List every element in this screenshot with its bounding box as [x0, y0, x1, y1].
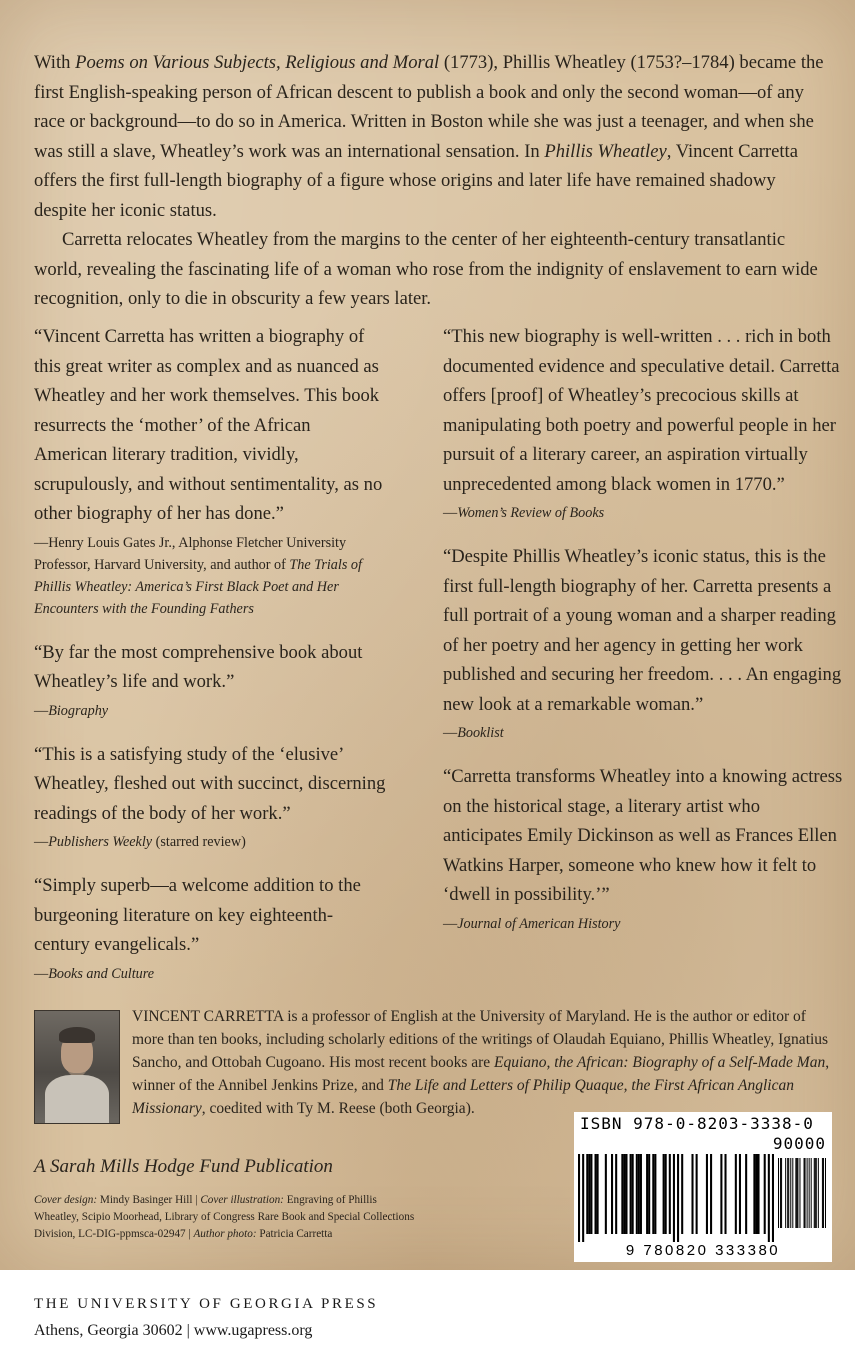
barcode-bar [590, 1154, 592, 1234]
text-run: , Vincent Carretta offers the first full-length biography of a figure whose origins and later life have remained shadowy despite her iconic status. [34, 140, 798, 221]
review-publishers-weekly [34, 740, 386, 854]
barcode-bar [615, 1154, 617, 1234]
cover-credits [34, 1192, 424, 1243]
addon-bar [825, 1158, 826, 1228]
text-run: — [34, 834, 49, 850]
text-run: VINCENT CARRETTA is a professor of English at the University of Maryland. He is the author or editor of more than ten books, including scholarly editions of the writings of Olaudah Equiano, Phillis Wheatley, Ignatius Sancho, and Ottobah Cugoano. His most recent books are [132, 1008, 829, 1071]
publisher-name: THE UNIVERSITY OF GEORGIA PRESS [34, 1296, 379, 1312]
ean-barcode [578, 1154, 774, 1242]
barcode-bar [597, 1154, 599, 1234]
review-quote: “Despite Phillis Wheatley’s iconic status, this is the first full-length biography of her. Carretta presents a full portrait of a young woman and a sharper reading of her poetry and her agency in getting her work published and securing her freedom. . . . An engaging new look at a remarkable woman.” [443, 546, 842, 715]
barcode-bar [739, 1154, 741, 1234]
addon-barcode [778, 1154, 826, 1228]
review-books-and-culture [34, 871, 386, 985]
barcode-bar [646, 1154, 648, 1234]
review-attribution [34, 532, 386, 620]
barcode-bar [582, 1154, 584, 1242]
barcode-bar [632, 1154, 634, 1234]
barcode-bar [720, 1154, 722, 1234]
addon-bar [822, 1158, 823, 1228]
review-quote: “Simply superb—a welcome addition to the burgeoning literature on key eighteenth-century evangelicals.” [34, 875, 361, 955]
barcode-bar [724, 1154, 726, 1234]
barcode-bar [648, 1154, 650, 1234]
barcode-bar [772, 1154, 774, 1242]
isbn-label: ISBN 978-0-8203-3338-0 [580, 1114, 814, 1133]
italic-run: Equiano, the African: Biography of a Self-Made Man [494, 1054, 826, 1071]
italic-run: Author photo: [193, 1228, 257, 1240]
addon-bar [781, 1158, 782, 1228]
addon-bar [799, 1158, 800, 1228]
barcode-bar [621, 1154, 623, 1234]
text-run: (1773), Phillis Wheatley (1753?–1784) became the first English-speaking person of African descent to publish a book and only the second woman—of any race or background—to do so in America. Written in Boston while she was just a teenager, and when she was still a slave, Wheatley’s work was an international sensation. In [34, 52, 824, 162]
barcode-bar [753, 1154, 755, 1234]
italic-run: Booklist [457, 725, 504, 741]
barcode-bar [677, 1154, 679, 1242]
text-run: Patricia Carretta [256, 1228, 333, 1240]
review-womens-review [443, 322, 843, 524]
italic-run: Women’s Review of Books [457, 505, 605, 521]
author-bio [132, 1005, 838, 1120]
addon-bar [805, 1158, 806, 1228]
barcode-bar [706, 1154, 708, 1234]
addon-bar [818, 1158, 819, 1228]
barcode-bar [638, 1154, 640, 1234]
text-run: — [443, 505, 458, 521]
intro-paragraph-1 [34, 48, 826, 225]
review-quote: “By far the most comprehensive book about Wheatley’s life and work.” [34, 641, 363, 692]
review-quote: “Carretta transforms Wheatley into a knowing actress on the historical stage, a literary artist who anticipates Emily Dickinson as well as Frances Ellen Watkins Harper, someone who knew how it felt to ‘dwell in possibility.’” [443, 766, 843, 905]
addon-bar [816, 1158, 817, 1228]
addon-bar [807, 1158, 808, 1228]
italic-run: Biography [48, 702, 109, 719]
barcode-bar [673, 1154, 675, 1242]
left-review-column [34, 322, 386, 1003]
barcode-bar [630, 1154, 632, 1234]
barcode-bar [663, 1154, 665, 1234]
italic-run: Cover illustration: [200, 1194, 284, 1206]
barcode-box [574, 1112, 832, 1262]
barcode-bar [595, 1154, 597, 1234]
barcode-bar [764, 1154, 766, 1234]
italic-run: Journal of American History [457, 915, 621, 932]
review-quote: “This new biography is well-written . . . rich in both documented evidence and speculative detail. Carretta offers [proof] of Wheatley’s precocious skills at manipulating both poetry and powerful people in her pursuit of a literary career, an aspiration virtually unprecedented among black women in 1770.” [443, 326, 840, 495]
text-run: — [443, 915, 458, 932]
italic-run: The Trials of Phillis Wheatley: America’s First Black Poet and Her Encounters with the Founding Fathers [34, 556, 362, 617]
barcode-bar [691, 1154, 693, 1234]
italic-run: Publishers Weekly [48, 834, 153, 850]
fund-publication-line: A Sarah Mills Hodge Fund Publication [34, 1156, 333, 1177]
author-photo [34, 1010, 120, 1124]
italic-run: Books and Culture [48, 965, 155, 982]
addon-bar [823, 1158, 824, 1228]
review-biography [34, 638, 386, 722]
addon-bar [797, 1158, 798, 1228]
review-attribution [34, 963, 386, 985]
barcode-bar [586, 1154, 588, 1234]
barcode-bar [611, 1154, 613, 1234]
text-run: , coedited with Ty M. Reese (both Georgia). [201, 1100, 475, 1117]
review-attribution [443, 502, 843, 524]
text-run: Engraving of Phillis Wheatley, Scipio Moorhead, Library of Congress Rare Book and Special Collections Division, LC-DIG-ppmsca-02947 | [34, 1194, 415, 1240]
italic-run: Phillis Wheatley [544, 140, 667, 162]
addon-bar [780, 1158, 781, 1228]
addon-bar [815, 1158, 816, 1228]
barcode-bar [665, 1154, 667, 1234]
italic-run: Poems on Various Subjects, Religious and Moral [75, 52, 440, 73]
addon-bar [809, 1158, 810, 1228]
text-run: —Henry Louis Gates Jr., Alphonse Fletcher University Professor, Harvard University, and author of [34, 534, 347, 573]
addon-bar [785, 1158, 786, 1228]
author-photo-hair [59, 1027, 95, 1043]
intro-paragraph-2 [34, 225, 826, 314]
text-run: Mindy Basinger Hill | [97, 1194, 201, 1206]
barcode-bar [755, 1154, 757, 1234]
review-journal-american-history [443, 762, 843, 935]
text-run: — [34, 702, 49, 719]
barcode-bar [578, 1154, 580, 1242]
text-run: Carretta relocates Wheatley from the margins to the center of her eighteenth-century transatlantic world, revealing the fascinating life of a woman who rose from the indignity of enslavement to earn wide recognition, only to die in obscurity a few years later. [34, 229, 818, 309]
review-attribution [34, 831, 386, 853]
barcode-bar [654, 1154, 656, 1234]
review-quote: “This is a satisfying study of the ‘elusive’ Wheatley, fleshed out with succinct, discerning readings of the body of her work.” [34, 743, 386, 824]
publisher-address: Athens, Georgia 30602 | www.ugapress.org [34, 1322, 313, 1339]
italic-run: Cover design: [34, 1194, 98, 1206]
addon-bar [787, 1158, 788, 1228]
barcode-bar [636, 1154, 638, 1234]
barcode-bar [757, 1154, 759, 1234]
barcode-bar [681, 1154, 683, 1234]
review-attribution [34, 700, 386, 722]
review-attribution [443, 913, 843, 935]
right-review-column [443, 322, 843, 953]
barcode-bar [640, 1154, 642, 1234]
addon-bar [792, 1158, 793, 1228]
barcode-digits: 9 780820 333380 [625, 1242, 781, 1259]
barcode-bar [745, 1154, 747, 1234]
text-run: — [443, 725, 458, 741]
barcode-bar [605, 1154, 607, 1234]
text-run: (starred review) [152, 834, 246, 850]
review-booklist [443, 542, 843, 744]
addon-bar [795, 1158, 796, 1228]
addon-bar [811, 1158, 812, 1228]
intro-description [34, 48, 826, 314]
price-code-label: 90000 [772, 1134, 826, 1153]
text-run: , winner of the Annibel Jenkins Prize, and [132, 1054, 830, 1094]
text-run: — [34, 965, 49, 982]
barcode-bar [768, 1154, 770, 1242]
addon-bar [778, 1158, 779, 1228]
review-attribution [443, 722, 843, 744]
barcode-bar [735, 1154, 737, 1234]
barcode-bar [669, 1154, 671, 1234]
barcode-bar [710, 1154, 712, 1234]
publisher-footer [0, 1270, 855, 1360]
barcode-bar [696, 1154, 698, 1234]
author-photo-body [45, 1075, 109, 1123]
addon-bar [804, 1158, 805, 1228]
addon-bar [790, 1158, 791, 1228]
addon-bar [788, 1158, 789, 1228]
barcode-bar [652, 1154, 654, 1234]
addon-bar [796, 1158, 797, 1228]
barcode-bar [588, 1154, 590, 1234]
barcode-bar [625, 1154, 627, 1234]
review-gates [34, 322, 386, 620]
italic-run: The Life and Letters of Philip Quaque, the First African Anglican Missionary [132, 1077, 794, 1117]
review-quote: “Vincent Carretta has written a biography of this great writer as complex and as nuanced as Wheatley and her work themselves. This book resurrects the ‘mother’ of the African American literary tradition, vividly, scrupulously, and without sentimentality, as no other biography of her has done.” [34, 326, 383, 524]
text-run: With [34, 52, 76, 73]
addon-bar [814, 1158, 815, 1228]
barcode-bar [623, 1154, 625, 1234]
